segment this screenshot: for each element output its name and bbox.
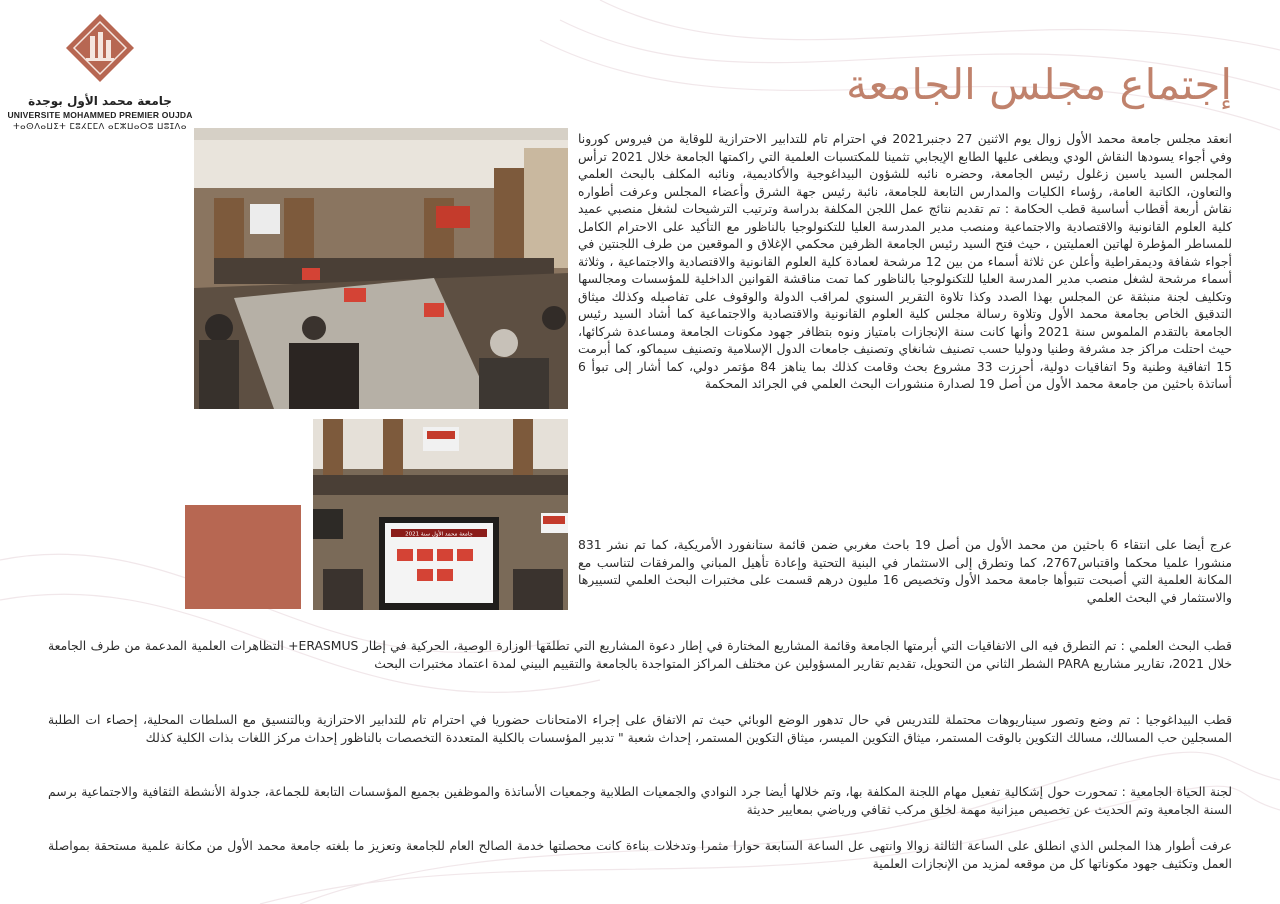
article-paragraph-intro: انعقد مجلس جامعة محمد الأول زوال يوم الاثنين 27 دجنبر2021 في احترام تام للتدابير الاحترازية للوقاية من فيروس كورونا وفي أجواء يسودها النقاش الودي ويطغى عليها الطابع الإيجابي تثمينا للمكتسبات العلمية التي راكمتها الجامعة خلال 2021 ترأس المجلس السيد ياسين زغلول رئيس الجامعة، وحضره نائبه للشؤون البيداغوجية والأكاديمية، ونائبه المكلف بالبحث العلمي والتعاون، الكاتبة العامة، رؤساء الكليات والمدارس التابعة للجامعة، نائبة رئيس جهة الشرق وأعضاء المجلس وعرفت أطواره نقاش أربعة أقطاب أساسية قطب الحكامة : تم تقديم نتائج عمل اللجن المكلفة بدراسة وترتيب الترشيحات لشغل منصبي عميد كلية العلوم القانونية والاقتصادية والاجتماعية ومنصب مدير المدرسة العليا للتكنولوجيا بالناظور مع التأكيد على الاحترام الكامل للمساطر المؤطرة لهاتين العمليتين ، حيث فتح السيد رئيس الجامعة الظرفين محكمي الإغلاق و الموقعين من طرف اللجنتين في أجواء شفافة وديمقراطية وأعلن عن ثلاثة أسماء من بين 12 مرشحة لعمادة كلية العلوم القانونية والاقتصادية والاجتماعية ، وثلاثة أسماء مرشحة لشغل منصب مدير المدرسة العليا للتكنولوجيا بالناظور كما تمت مناقشة القوانين الداخلية للمؤسسات ومجالسها وتكليف لجنة منبثقة عن المجلس بهذا الصدد وكذا تلاوة التقرير السنوي لمراقب الدولة والوقوف على تفاصيله وكذلك ميثاق التدقيق الخاص بجامعة محمد الأول وتلاوة رسالة مجلس كلية العلوم القانونية والاقتصادية والاجتماعية كما أشاد السيد رئيس الجامعة بالتقدم الملموس سنة 2021 وأنها كانت سنة الإنجازات بامتياز ونوه بتظافر جهود مكونات الجامعة ومساعدة شركائها، حيث احتلت مراكز جد مشرفة وطنيا ودوليا حسب تصنيف شانغاي وتصنيف جامعات الدول الإسلامية وتصنيف سيماكو، كما أبرمت 15 اتفاقية وطنية و5 اتفاقيات دولية، أحرزت 33 مشروع بحث وقامت كذلك بما يناهز 84 مؤتمر دولي، كما أشار إلى تبوأ 6 أساتذة باحثين من جامعة محمد الأول من أصل 19 لصدارة منشورات البحث العلمي في الجرائد المحكمة (578, 131, 1232, 391)
article-paragraph-university-life: لجنة الحياة الجامعية : تمحورت حول إشكالية تفعيل مهام اللجنة المكلفة بها، وتم خلالها أيضا جرد النوادي والجمعيات الطلابية وجمعيات الأساتذة والموظفين بجميع المؤسسات التابعة للجماعة، جدولة الأنشطة الثقافية والاجتماعية برسم السنة الجامعية وتم الحديث عن تخصيص ميزانية مهمة لخلق مركب ثقافي ورياضي بمعايير حديثة (48, 784, 1232, 817)
logo-french-name: UNIVERSITE MOHAMMED PREMIER OUJDA (7, 110, 193, 120)
logo-tifinagh-name: ⵜⴰⵙⴷⴰⵡⵉⵜ ⵎⵓⵃⵎⵎⴷ ⴰⵎⵣⵡⴰⵔⵓ ⵡⵓⵊⴷⴰ (13, 122, 187, 132)
article-paragraph-research-pole: قطب البحث العلمي : تم التطرق فيه الى الاتفاقيات التي أبرمتها الجامعة وقائمة المشاريع المختارة في إطار دعوة المشاريع التي تطلقها الوزارة الوصية، الحركية في إطار ERASMUS+ التظاهرات العلمية المدعمة من طرف الجامعة خلال 2021، تقارير مشاريع PARA الشطر الثاني من التحويل، تقديم تقارير المسؤولين عن مختلف المراكز المتواجدة بالجامعة والتقييم البيني لمدة اعتماد مختبرات البحث (48, 638, 1232, 671)
meeting-room-photo (194, 128, 568, 409)
university-logo-block (0, 8, 200, 132)
page-title: إجتماع مجلس الجامعة (846, 60, 1232, 109)
presentation-screen-photo-icon (313, 419, 568, 610)
presentation-screen-title: جامعة محمد الأول سنة 2021 (405, 531, 473, 538)
article-paragraph-stanford: عرج أيضا على انتقاء 6 باحثين من محمد الأول من أصل 19 باحث مغربي ضمن قائمة ستانفورد الأمريكية، كما تم نشر 831 منشورا علميا محكما واقتباس2767، كما وتطرق إلى الاستثمار في البنية التحتية وإعادة تأهيل المباني والمرفقات لتناسب مع المكانة العلمية التي أصبحت تتبوأها جامعة محمد الأول وتخصيص 16 مليون درهم قسمت على مختبرات البحث العلمي لتسييرها والاستثمار في البحث العلمي (578, 537, 1233, 605)
presentation-screen-photo (313, 419, 568, 610)
article-paragraph-conclusion: عرفت أطوار هذا المجلس الذي انطلق على الساعة الثالثة زوالا وانتهى عل الساعة السابعة حوارا مثمرا وتدخلات بناءة كانت محصلتها خدمة الصالح العام للجامعة وتعزيز ما بلغته جامعة محمد الأول من مكانة علمية مستحقة بمواصلة العمل وتكثيف جهود مكوناتها كل من موقعه لمزيد من الإنجازات العلمية (48, 838, 1232, 871)
meeting-room-photo-icon (194, 128, 568, 409)
article-paragraph-pedagogy-pole: قطب البيداغوجيا : تم وضع وتصور سيناريوهات محتملة للتدريس في حال تدهور الوضع الوبائي حيث تم الاتفاق على إجراء الامتحانات حضوريا في احترام تام للتدابير الاحترازية وبالتنسيق مع السلطات المحلية، إحصاء ات الطلبة المسجلين حب المسالك، مسالك التكوين بالوقت المستمر، ميثاق التكوين الميسر، ميثاق التكوين المستمر، إحداث شعبة " تدبير المؤسسات بالكلية المتعددة التخصصات بالناظور إحداث مركز اللغات بذات الكلية كذلك (48, 712, 1232, 745)
university-logo-icon (64, 12, 136, 84)
decorative-color-block (185, 505, 301, 609)
logo-arabic-name: جامعة محمد الأول بوجدة (28, 94, 172, 108)
